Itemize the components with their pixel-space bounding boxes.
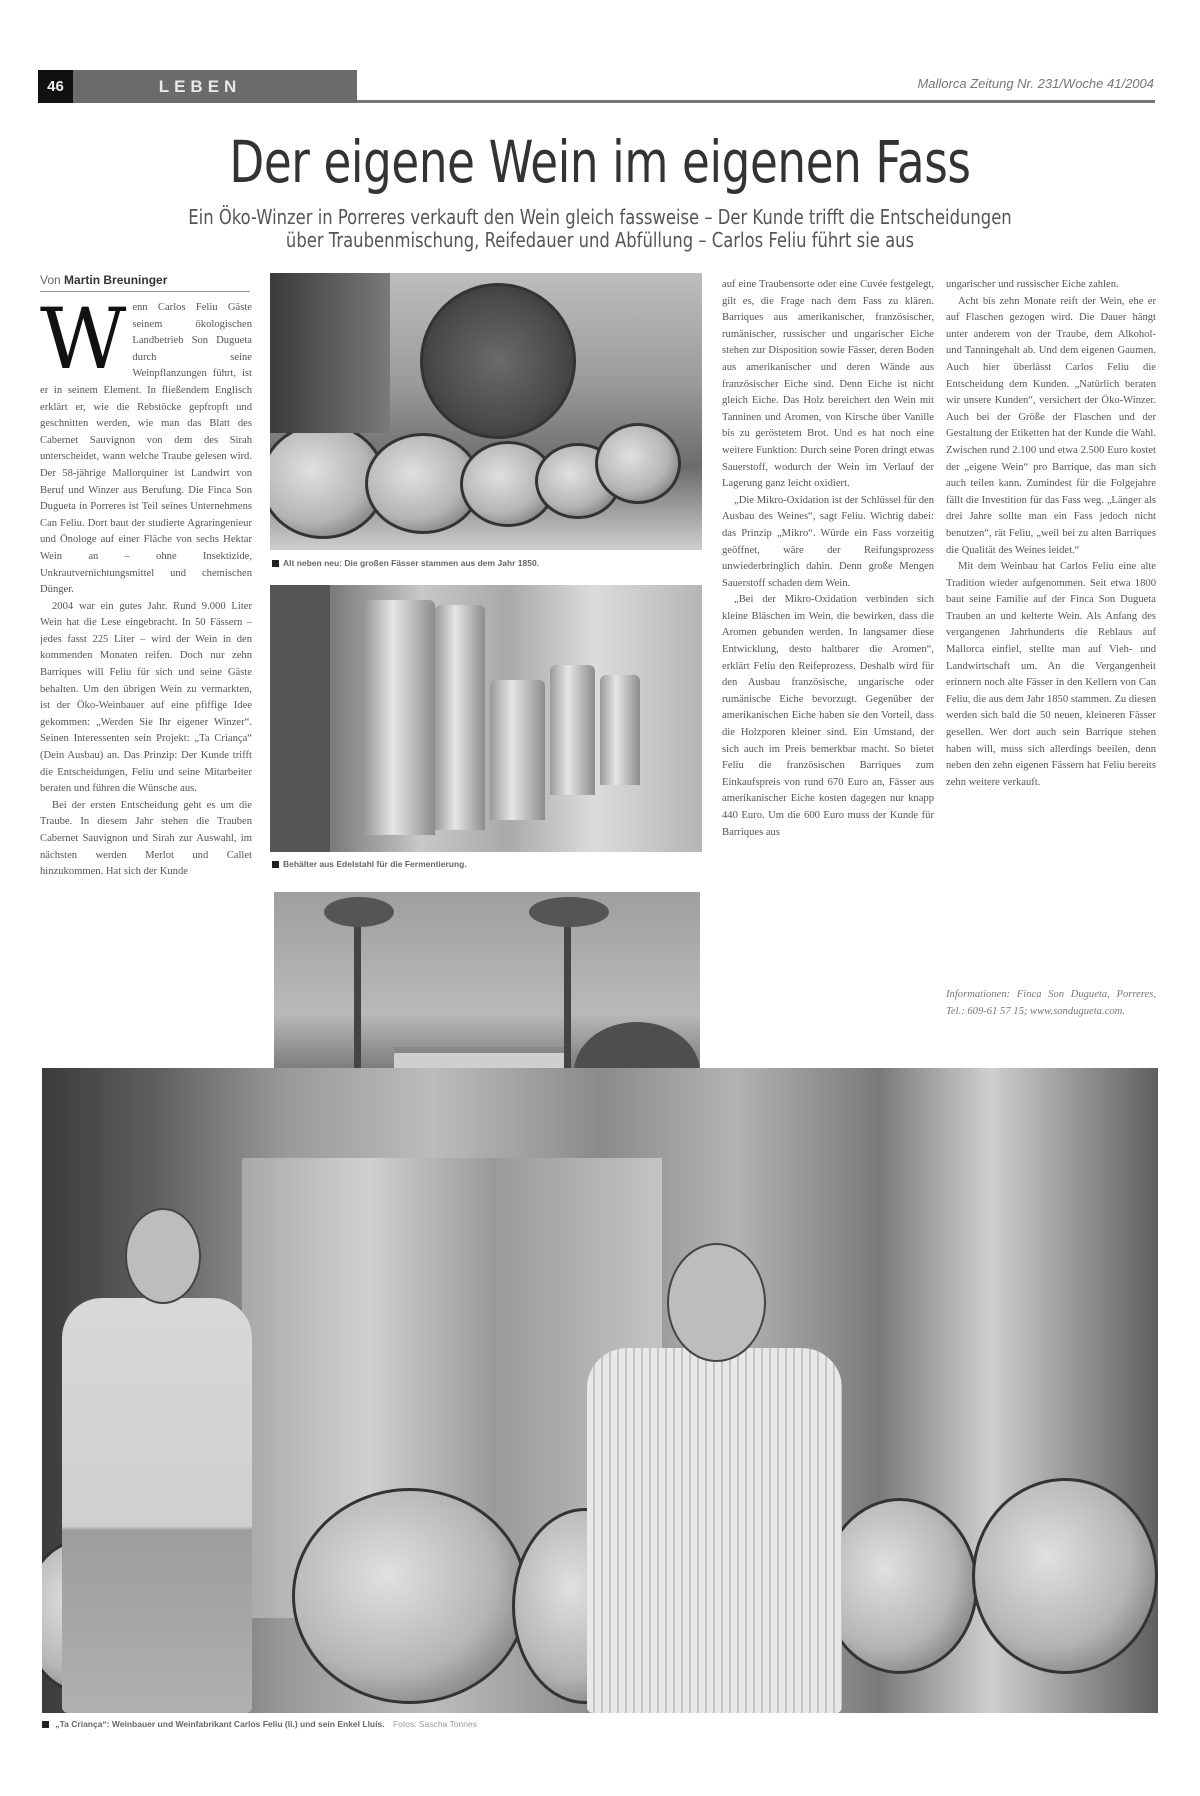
cellar-wall (270, 273, 390, 433)
paragraph: 2004 war ein gutes Jahr. Rund 9.000 Liter Wein hat die Lese eingebracht. In 50 Fässern – jedes fasst 225 Liter – wird der Wein in den kommenden Monaten reifen. Doch nur zehn Barriques will Feliu für sich und seine Gäste behalten. Um den übrigen Wein zu vermarkten, ist der Öko-Weinbauer auf eine pfiffige Idee gekommen: „Werden Sie Ihr eigener Winzer“. Seinen Interessenten sein Projekt: „Ta Criança“ (Dein Ausbau) an. Das Prinzip: Der Kunde trifft die Entscheidungen, Feliu und seine Mitarbeiter beraten und führen die Wünsche aus. (40, 600, 252, 795)
info-box: Informationen: Finca Son Dugueta, Porreres, Tel.: 609-61 57 15; www.sondugueta.com. (946, 989, 1156, 1017)
headline: Der eigene Wein im eigenen Fass (229, 128, 971, 196)
person-head (667, 1243, 766, 1362)
text-column-3 (722, 277, 934, 1034)
byline-prefix: Von (40, 273, 61, 287)
steel-tank (365, 600, 435, 835)
person-head (125, 1208, 201, 1304)
paragraph: „Die Mikro-Oxidation ist der Schlüssel für den Ausbau des Weines“, sagt Feliu. Wichtig dabei: das Prinzip „Mikro“. Würde ein Fass vorzeitig geöffnet, wäre der Reifungsprozess unwiederbringlich dahin. Denn große Mengen Sauerstoff schaden dem Wein. (722, 494, 934, 589)
door-frame (270, 585, 330, 852)
person-young-man (62, 1298, 252, 1713)
barrel-shape (822, 1498, 978, 1674)
barrel-shape (292, 1488, 528, 1704)
main-caption-text: „Ta Criança“: Weinbauer und Weinfabrikant Carlos Feliu (li.) und sein Enkel Lluís. (55, 1719, 385, 1729)
byline (40, 273, 250, 292)
paragraph: „Bei der Mikro-Oxidation verbinden sich kleine Bläschen im Wein, die bewirken, dass die Aromen gebunden werden. In langsamer diese Entwicklung, desto haltbarer die Aromen“, erklärt Feliu den Reifeprozess. Deshalb wird für den Ausbau französische, ungarische oder rumänische Eiche bevorzugt. Gegenüber der amerikanischen Eiche haben sie den Vorteil, dass die Holzporen kleiner sind. Ein Umstand, der sich auch im Preis bemerkbar macht. So bietet Feliu die französischen Barriques zum Einkaufspreis von rund 670 Euro an, Fässer aus amerikanischer Eiche kosten dagegen nur knapp 440 Euro. Um die 600 Euro muss der Kunde für Barriques aus (722, 594, 934, 838)
photo-main-winemakers (42, 1068, 1158, 1713)
photo-caption-2: Behälter aus Edelstahl für die Fermentierung. (272, 859, 467, 869)
main-photo-caption (42, 1719, 477, 1729)
text-column-1 (40, 300, 252, 1045)
subheadline-line-2: über Traubenmischung, Reifedauer und Abfüllung – Carlos Feliu führt sie aus (285, 228, 915, 252)
publication-info: Mallorca Zeitung Nr. 231/Woche 41/2004 (917, 76, 1154, 91)
palm-crown (529, 897, 609, 927)
subheadline (108, 206, 1092, 252)
palm-crown (324, 897, 394, 927)
photo-credit: Fotos: Sascha Tonnes (392, 1719, 477, 1729)
drop-cap: W (40, 300, 127, 388)
barrel-shape (595, 423, 681, 504)
steel-tank (550, 665, 595, 795)
barrel-shape (972, 1478, 1158, 1674)
paragraph: Bei der ersten Entscheidung geht es um die Traube. In diesem Jahr stehen die Trauben Cabernet Sauvignon und Sirah zur Auswahl, im nächsten werden Merlot und Callet hinzukommen. Hat sich der Kunde (40, 799, 252, 878)
text-column-4 (946, 277, 1156, 977)
section-label: LEBEN (158, 76, 242, 96)
page-number: 46 (38, 70, 73, 103)
paragraph: ungarischer und russischer Eiche zahlen. (946, 279, 1119, 290)
person-older-man (587, 1348, 842, 1713)
steel-tank (490, 680, 545, 820)
steel-tank (435, 605, 485, 830)
photo-wine-cellar-barrels (270, 273, 702, 550)
photo-steel-tanks (270, 585, 702, 852)
paragraph: Mit dem Weinbau hat Carlos Feliu eine alte Tradition wieder aufgenommen. Seit etwa 1800 baut seine Familie auf der Finca Son Dugueta Trauben an und kelterte Wein. Als Anfang des vergangenen Jahrhunderts die Reblaus auf Mallorca einfiel, stellte man auf Vieh- und Landwirtschaft um. An die Vergangenheit erinnern noch alte Fässer in den Kellern von Can Feliu, die aus dem Jahr 1850 stammen. Zu diesen werden sich bald die 50 neuen, kleineren Fässer gesellen. Wer dort auch sein Barrique stehen haben will, muss sich allerdings beeilen, denn neben den zehn eigenen Fässern hat Feliu bereits zehn weitere verkauft. (946, 561, 1156, 788)
large-old-barrel (420, 283, 576, 439)
paragraph: enn Carlos Feliu Gäste seinem ökologischen Landbetrieb Son Dugueta durch seine Weinpflanzungen führt, ist er in seinem Element. In fließendem Englisch erklärt er, wie die Rebstöcke gepfropft und geschnitten werden, wie man das Blatt des Cabernet Sauvignon von dem des Sirah unterscheidet, wann welche Traube gelesen wird. Der 58-jährige Mallorquiner ist Landwirt von Beruf und Winzer aus Berufung. Die Finca Son Dugueta in Porreres ist Teil seines Unternehmens Can Feliu. Dort baut der studierte Agraringenieur und Önologe auf einer Fläche von sechs Hektar Wein an – ohne Insektizide, Unkrautvernichtungsmittel und chemischen Dünger. (40, 302, 252, 596)
byline-author: Martin Breuninger (64, 273, 168, 287)
header-rule (357, 100, 1155, 103)
subheadline-line-1: Ein Öko-Winzer in Porreres verkauft den Wein gleich fassweise – Der Kunde trifft die Entscheidungen (188, 205, 1012, 229)
photo-caption-1: Alt neben neu: Die großen Fässer stammen aus dem Jahr 1850. (272, 558, 539, 568)
paragraph: Acht bis zehn Monate reift der Wein, ehe er auf Flaschen gezogen wird. Die Dauer hängt unter anderem von der Traube, dem Alkohol- und Tanningehalt ab. Und dem eigenen Gaumen. Auch hier überlässt Carlos Feliu die Entscheidung dem Kunden. „Natürlich beraten wir unsere Kunden“, versichert der Öko-Winzer. Auch bei der Größe der Flaschen und der Gestaltung der Etiketten hat der Kunde die Wahl. Zwischen rund 2.100 und etwa 2.500 Euro kostet der „eigene Wein“ pro Barrique, das man sich auch teilen kann. Zumindest für die Folgejahre fällt die Investition für das Fass weg. „Länger als drei Jahre sollte man ein Fass jedoch nicht benutzen“, rät Feliu, „weil bei zu alten Barriques die Qualität des Weines leidet.“ (946, 295, 1156, 556)
steel-tank (600, 675, 640, 785)
paragraph: auf eine Traubensorte oder eine Cuvée festgelegt, gilt es, die Frage nach dem Fass zu klären. Barriques aus amerikanischer, französischer, rumänischer, russischer und ungarischer Eiche stehen zur Disposition sowie Fässer, deren Boden aus amerikanischer und deren Wände aus französischer Eiche sind. Denn Eiche ist nicht gleich Eiche. Das Holz bereichert den Wein mit Tanninen und Aromen, von Kirsche über Vanille bis zu geröstetem Brot. Und es hat noch eine weitere Funktion: Durch seine Poren dringt etwas Sauerstoff, wodurch der Wein im Verlauf der Lagerung ganz leicht oxidiert. (722, 279, 934, 490)
